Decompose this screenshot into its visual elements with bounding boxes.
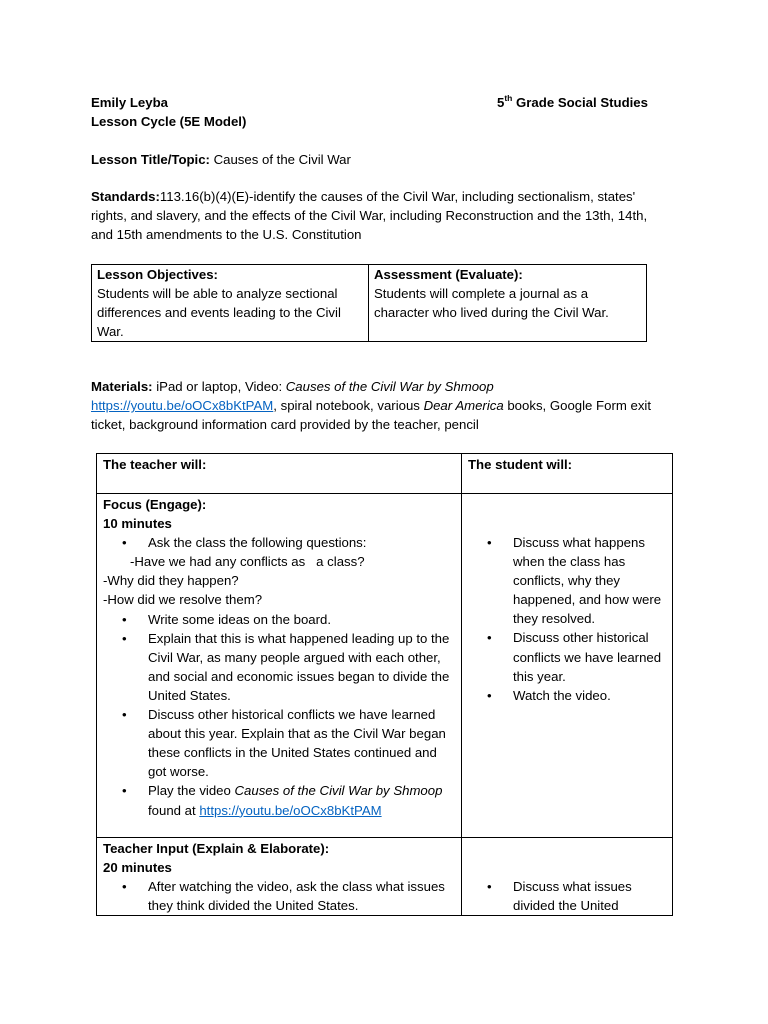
list-item: • Explain that this is what happened leading up to the Civil War, as many people argued with each other, and social and economic issues began to divide the United States. [148,629,455,705]
assessment-cell [369,265,647,342]
list-item: • After watching the video, ask the class what issues they think divided the United States. [148,877,455,915]
materials-text-2: , spiral notebook, various [273,398,424,413]
input-title: Teacher Input (Explain & Elaborate): [103,841,330,856]
grade-ordinal: th [504,92,513,103]
question-3: -How did we resolve them? [103,592,263,608]
author-name: Emily Leyba [91,95,168,110]
header-left [91,93,246,131]
focus-student-cell [462,494,673,838]
list-item: • Watch the video. [513,686,666,705]
focus-title: Focus (Engage): [103,497,207,512]
video-link[interactable]: https://youtu.be/oOCx8bKtPAM [199,802,382,818]
assessment-header: Assessment (Evaluate): [374,267,523,282]
grade-subject-text: Grade Social Studies [512,95,648,110]
standards [91,187,671,244]
grade-number: 5 [497,95,505,110]
list-item: • Ask the class the following questions: [148,533,455,552]
grade-subject [497,93,648,112]
materials-text-1: iPad or laptop, Video: [152,379,286,394]
lesson-title [91,150,351,169]
objectives-text: Students will be able to analyze sectional differences and events leading to the Civil War. [97,286,341,339]
focus-duration: 10 minutes [103,516,172,532]
input-list [103,877,455,915]
input-duration: 20 minutes [103,860,172,876]
materials [91,377,671,434]
plan-table [96,453,673,916]
question-1: -Have we had any conflicts as a class? [130,554,365,570]
question-2: -Why did they happen? [103,573,239,589]
focus-student-list [468,533,666,705]
materials-text-3: books, Google Form exit ticket, background information card provided by the teacher, pencil [91,398,652,432]
list-item [148,781,455,819]
lesson-title-value: Causes of the Civil War [209,152,351,167]
lesson-title-label: Lesson Title/Topic: [91,152,210,167]
play-video-prefix: Play the video [148,783,235,799]
input-student-list [468,877,666,915]
list-item: • Discuss other historical conflicts we have learned this year. [513,628,666,685]
assessment-text: Students will complete a journal as a character who lived during the Civil War. [374,286,609,320]
lesson-cycle: Lesson Cycle (5E Model) [91,114,247,129]
focus-list-2 [103,610,455,820]
books-title: Dear America [423,398,504,413]
focus-teacher-cell [97,494,462,838]
materials-label: Materials: [91,379,153,394]
list-item: • Discuss what issues divided the United [513,877,666,915]
objectives-header: Lesson Objectives: [97,267,218,282]
input-student-cell [462,838,673,916]
video-title: Causes of the Civil War by Shmoop [285,379,494,394]
list-item: • Write some ideas on the board. [148,610,455,629]
standards-text: 113.16(b)(4)(E)-identify the causes of the Civil War, including sectionalism, states' rights, and slavery, and the effects of the Civil War, including Reconstruction and the 13th, 14th, and 15th amendments to the U.S. Constitution [91,189,648,242]
objectives-table [91,264,647,342]
focus-list-1 [103,533,455,552]
objectives-cell [92,265,369,342]
standards-label: Standards: [91,189,160,204]
input-teacher-cell [97,838,462,916]
student-header: The student will: [462,454,673,494]
play-video-title: Causes of the Civil War by Shmoop [234,783,443,799]
list-item: • Discuss what happens when the class has conflicts, why they happened, and how were they resolved. [513,533,666,628]
teacher-header: The teacher will: [97,454,462,494]
found-at: found at [148,802,200,818]
list-item: • Discuss other historical conflicts we have learned about this year. Explain that as the Civil War began these conflicts in the United States continued and got worse. [148,705,455,781]
video-link[interactable]: https://youtu.be/oOCx8bKtPAM [91,398,274,413]
